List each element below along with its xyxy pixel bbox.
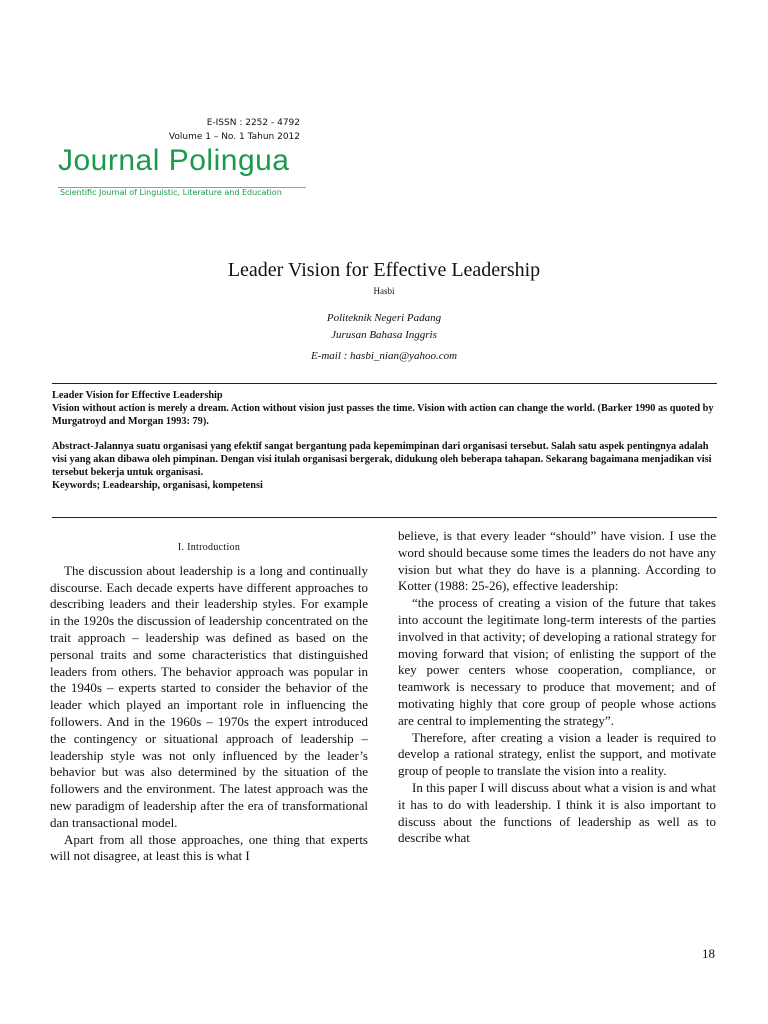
issn-line: E-ISSN : 2252 - 4792 — [206, 118, 300, 128]
right-paragraph-3: In this paper I will discuss about what a vision is and what it has to do with leadership. I think it is also important to discuss about the functions of leadership as well as to describe what — [398, 779, 717, 846]
journal-subtitle: Scientific Journal of Linguistic, Literature and Education — [60, 188, 282, 197]
affiliation-institution: Politeknik Negeri Padang — [326, 312, 442, 324]
page-number: 18 — [702, 946, 715, 961]
masthead-divider — [58, 187, 306, 188]
abstract-keywords: Keywords; Leadearship, organisasi, kompetensi — [52, 480, 263, 491]
abstract-top-rule — [52, 383, 717, 384]
author-email: E-mail : hasbi_nian@yahoo.com — [310, 350, 458, 362]
kotter-quote: “the process of creating a vision of the future that takes into account the legitimate long-term interests of the parties involved in that activity; of developing a rational strategy for moving forward that vision; of enlisting the support of the key power centers whose cooperation, compliance, or teamwork is necessary to produce that movement; and of motivating highly that core group of people whose actions are central to implementing the strategy”. — [398, 595, 716, 728]
intro-paragraph-2: Apart from all those approaches, one thing that experts will not disagree, at least this is what I — [50, 831, 368, 864]
abstract-heading: Leader Vision for Effective Leadership — [52, 390, 223, 401]
author-name: Hasbi — [373, 286, 395, 296]
abstract-quote: Vision without action is merely a dream. Action without vision just passes the time. Vision with action can change the world. (Barker 1990 as quoted by Murgatroyd and Morgan 1993: 79). — [52, 403, 714, 427]
abstract-body: Abstract-Jalannya suatu organisasi yang efektif sangat bergantung pada kepemimpinan dari organisasi tersebut. Salah satu aspek pentingnya adalah visi yang akan dibawa oleh pimpinan. Dengan visi itulah organisasi bergerak, didukung oleh beberapa tahapan. Sekarang bagaimana menjadikan visi tersebut bekerja untuk organisasi. — [52, 441, 712, 478]
right-paragraph-2: Therefore, after creating a vision a leader is required to develop a rational strategy, enlist the support, and motivate group of people to translate the vision into a reality. — [398, 729, 716, 779]
abstract-bottom-rule — [52, 517, 717, 518]
abstract-block — [52, 389, 717, 492]
volume-line: Volume 1 – No. 1 Tahun 2012 — [168, 132, 300, 142]
left-column — [50, 528, 368, 865]
intro-paragraph-1: The discussion about leadership is a long and continually discourse. Each decade experts have different approaches to describing leaders and their leadership styles. For example in the 1920s the discussion of leadership concentrated on the trait approach – leadership was defined as based on the personal traits and some characteristics that distinguished leaders from others. The behavior approach was popular in the 1940s – experts started to consider the behavior of the leader which played an important role in influencing the followers. And in the 1960s – 1970s the expert introduced the contingency or situational approach of leadership – leadership style was not only influenced by the leader’s behavior but was also determined by the situation of the followers and the environment. The latest approach was the new paradigm of leadership after the era of transformational dan transactional model. — [50, 562, 368, 830]
right-paragraph-1: believe, is that every leader “should” have vision. I use the word should because some times the leaders do not have any vision but what they do have is a planning. According to Kotter (1988: 25-26), effective leadership: — [398, 528, 716, 594]
journal-title: Journal Polingua — [58, 144, 290, 177]
journal-masthead — [58, 116, 306, 197]
paper-title: Leader Vision for Effective Leadership — [227, 259, 541, 281]
section-heading-introduction: I. Introduction — [177, 542, 241, 553]
right-column — [398, 528, 716, 847]
affiliation-department: Jurusan Bahasa Inggris — [331, 329, 437, 341]
